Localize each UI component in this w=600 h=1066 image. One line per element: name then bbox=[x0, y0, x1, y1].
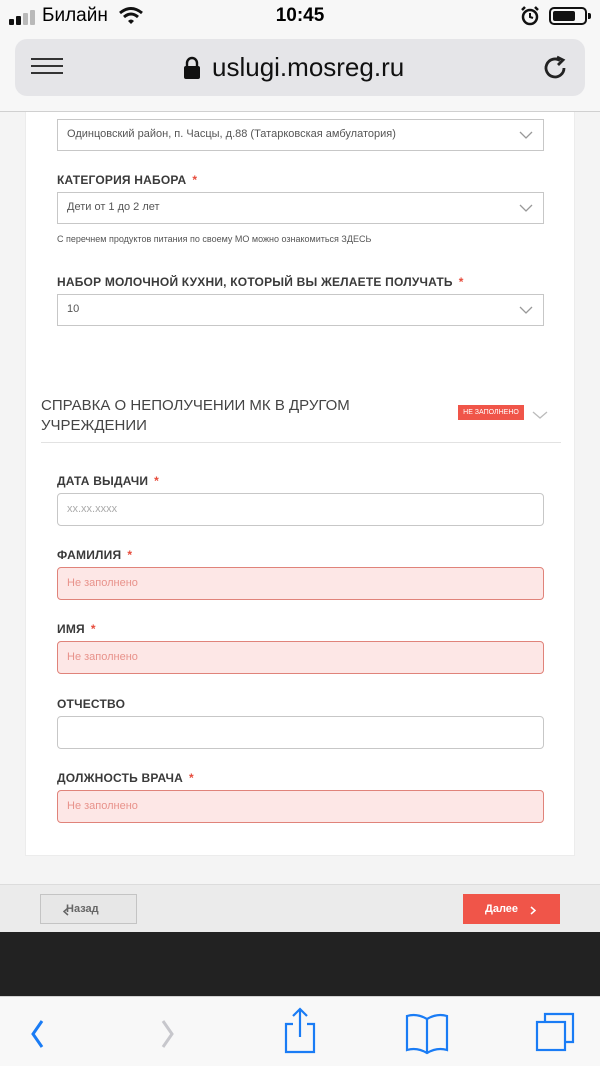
category-select[interactable] bbox=[57, 192, 544, 224]
category-helper-link[interactable]: С перечнем продуктов питания по своему МО можно ознакомиться ЗДЕСЬ bbox=[57, 234, 372, 244]
status-bar bbox=[0, 0, 600, 34]
browser-toolbar bbox=[0, 996, 600, 1066]
next-button[interactable] bbox=[463, 894, 560, 924]
issue-date-label: ДАТА ВЫДАЧИ * bbox=[57, 474, 160, 488]
kit-label: НАБОР МОЛОЧНОЙ КУХНИ, КОТОРЫЙ ВЫ ЖЕЛАЕТЕ ПОЛУЧАТЬ * bbox=[57, 275, 464, 289]
institution-select[interactable] bbox=[57, 119, 544, 151]
page-content bbox=[0, 112, 600, 932]
bookmarks-icon[interactable] bbox=[397, 997, 457, 1066]
category-value: Дети от 1 до 2 лет bbox=[67, 201, 160, 213]
back-arrow-icon[interactable] bbox=[5, 997, 65, 1066]
issue-date-input[interactable]: xx.xx.xxxx bbox=[57, 493, 544, 526]
patronymic-input[interactable] bbox=[57, 716, 544, 749]
chevron-left-icon bbox=[63, 907, 69, 916]
kit-value: 10 bbox=[67, 303, 80, 315]
surname-label: ФАМИЛИЯ * bbox=[57, 548, 133, 562]
forward-arrow-icon[interactable] bbox=[140, 997, 200, 1066]
tabs-icon[interactable] bbox=[525, 997, 585, 1066]
form-card bbox=[25, 112, 575, 856]
browser-header bbox=[0, 34, 600, 112]
institution-value: Одинцовский район, п. Часцы, д.88 (Татарковская амбулатория) bbox=[67, 128, 396, 140]
section-divider bbox=[41, 442, 561, 443]
surname-input[interactable]: Не заполнено bbox=[57, 567, 544, 600]
page-footer bbox=[0, 932, 600, 996]
chevron-down-icon bbox=[519, 203, 533, 213]
back-button-label: Назад bbox=[66, 903, 99, 915]
doctor-position-label: ДОЛЖНОСТЬ ВРАЧА * bbox=[57, 771, 194, 785]
doctor-position-input[interactable]: Не заполнено bbox=[57, 790, 544, 823]
chevron-down-icon bbox=[519, 305, 533, 315]
kit-select[interactable] bbox=[57, 294, 544, 326]
battery-icon bbox=[549, 7, 587, 25]
name-label: ИМЯ * bbox=[57, 622, 96, 636]
category-label: КАТЕГОРИЯ НАБОРА * bbox=[57, 173, 198, 187]
chevron-down-icon[interactable] bbox=[532, 410, 548, 420]
section-title[interactable]: СПРАВКА О НЕПОЛУЧЕНИИ МК В ДРУГОМ УЧРЕЖДЕНИИ bbox=[41, 397, 350, 434]
chevron-right-icon bbox=[530, 906, 536, 915]
name-input[interactable]: Не заполнено bbox=[57, 641, 544, 674]
address-bar[interactable] bbox=[15, 39, 585, 96]
status-badge: НЕ ЗАПОЛНЕНО bbox=[458, 405, 524, 420]
patronymic-label: ОТЧЕСТВО bbox=[57, 697, 126, 711]
reload-icon[interactable] bbox=[542, 54, 570, 82]
share-icon[interactable] bbox=[270, 997, 330, 1066]
lock-icon bbox=[183, 56, 201, 80]
url-text[interactable]: uslugi.mosreg.ru bbox=[212, 52, 405, 82]
chevron-down-icon bbox=[519, 130, 533, 140]
carrier-name: Билайн bbox=[42, 5, 108, 26]
status-time: 10:45 bbox=[275, 5, 325, 26]
form-navigation bbox=[0, 884, 600, 932]
alarm-icon bbox=[520, 6, 540, 26]
next-button-label: Далее bbox=[485, 903, 519, 915]
menu-icon[interactable] bbox=[31, 58, 63, 78]
back-button[interactable] bbox=[40, 894, 137, 924]
